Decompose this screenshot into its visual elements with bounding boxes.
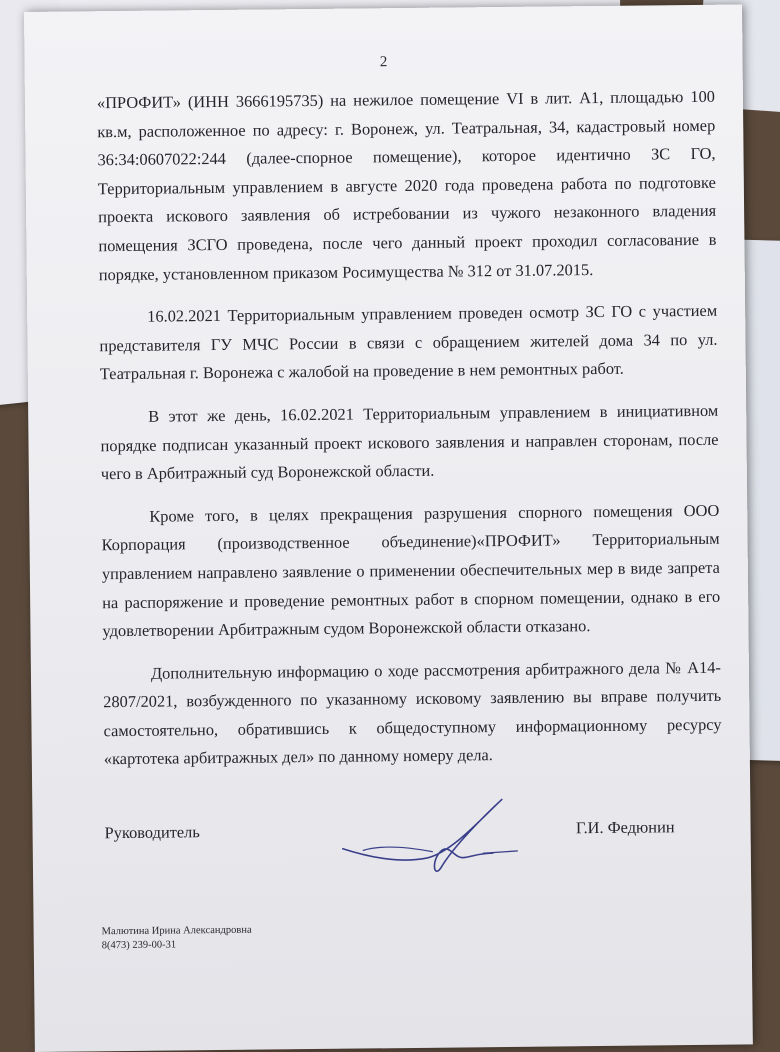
executor-info [102, 924, 252, 954]
executor-name: Малютина Ирина Александровна [101, 924, 252, 938]
signer-name: Г.И. Федюнин [575, 817, 675, 838]
paragraph-2: 16.02.2021 Территориальным управлением проведен осмотр ЗС ГО с участием представителя ГУ МЧС России в связи с обращением жителей дома 34 по ул. Театральная г. Воронежа с жалобой на проведение в нем ремонтных работ. [99, 300, 718, 384]
letter-page [24, 4, 753, 1051]
executor-phone: 8(473) 239-00-31 [101, 939, 177, 952]
paragraph-5: Дополнительную информацию о ходе рассмотрения арбитражного дела № А14-2807/2021, возбужденного по указанному исковому заявлению вы вправе получить самостоятельно, обратившись к общедоступному информационному ресурсу «картотека арбитражных дел» по данному номеру дела. [103, 657, 722, 769]
paragraph-4: Кроме того, в целях прекращения разрушения спорного помещения ООО Корпорация (производственное объединение)«ПРОФИТ» Территориальным управлением направлено заявление о применении обеспечительных мер в виде запрета на распоряжение и проведение ремонтных работ в спорном помещении, однако в его удовлетворении Арбитражным судом Воронежской области отказано. [101, 500, 721, 641]
signature-row [104, 817, 674, 853]
page-number: 2 [379, 54, 388, 71]
letter-body [97, 83, 722, 788]
paragraph-3: В этот же день, 16.02.2021 Территориальным управлением в инициативном порядке подписан указанный проект искового заявления и направлен сторонам, после чего в Арбитражный суд Воронежской области. [100, 400, 719, 484]
signer-title: Руководитель [104, 822, 200, 843]
paragraph-1: «ПРОФИТ» (ИНН 3666195735) на нежилое помещение VI в лит. А1, площадью 100 кв.м, расположенное по адресу: г. Воронеж, ул. Театральная, 34, кадастровый номер 36:34:0607022:244 (далее-спорное помещение), которое идентично ЗС ГО, Территориальным управлением в августе 2020 года проведена работа по подготовке проекта искового заявления об истребовании из чужого незаконного владения помещения ЗСГО проведена, после чего данный проект проходил согласование в порядке, установленном приказом Росимущества № 312 от 31.07.2015. [96, 86, 717, 284]
